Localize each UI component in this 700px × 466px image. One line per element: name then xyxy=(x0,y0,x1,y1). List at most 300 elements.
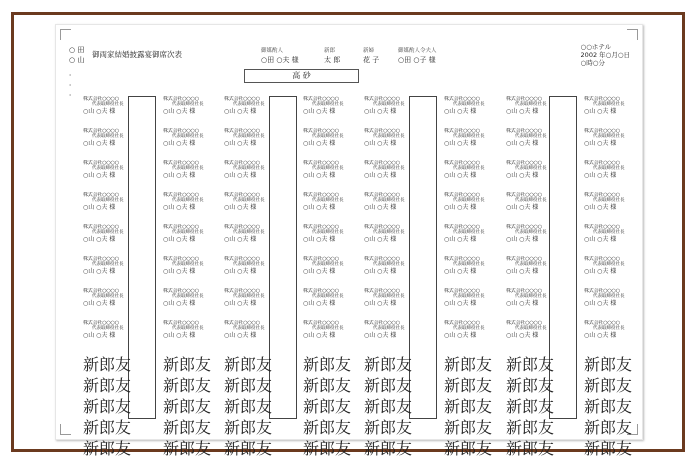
guest-entry xyxy=(83,224,141,256)
guest-entry xyxy=(224,436,282,457)
guest-entry xyxy=(163,96,221,128)
guest-title: 代表取締役社長 xyxy=(172,166,204,171)
guest-relation: 新郎友 xyxy=(163,355,212,373)
guest-company: 株式会社○○○○ xyxy=(303,160,339,166)
guest-company: 株式会社○○○○ xyxy=(506,256,542,262)
guest-company: 株式会社○○○○ xyxy=(364,192,400,198)
guest-entry xyxy=(303,415,361,436)
guest-entry xyxy=(224,192,282,224)
guest-entry xyxy=(163,256,221,288)
guest-company: 株式会社○○○○ xyxy=(224,288,260,294)
guest-company: 株式会社○○○○ xyxy=(303,96,339,102)
guest-title: 代表取締役社長 xyxy=(233,134,265,139)
guest-column xyxy=(163,96,221,457)
guest-entry xyxy=(163,320,221,352)
guest-title: 代表取締役社長 xyxy=(92,230,124,235)
guest-relation: 新郎友 xyxy=(584,439,633,457)
guest-title: 代表取締役社長 xyxy=(515,230,547,235)
guest-entry xyxy=(584,320,642,352)
guest-relation: 新郎友 xyxy=(224,355,273,373)
guest-company: 株式会社○○○○ xyxy=(444,256,480,262)
guest-relation: 新郎友 xyxy=(506,355,555,373)
guest-entry xyxy=(444,160,502,192)
crop-mark xyxy=(60,424,71,435)
guest-name: ○山 ○夫 様 xyxy=(83,268,116,275)
guest-name: ○山 ○夫 様 xyxy=(364,108,397,115)
guest-entry xyxy=(83,288,141,320)
guest-company: 株式会社○○○○ xyxy=(163,320,199,326)
guest-name: ○山 ○夫 様 xyxy=(364,140,397,147)
guest-title: 代表取締役社長 xyxy=(92,326,124,331)
guest-entry xyxy=(364,394,422,415)
guest-entry xyxy=(163,224,221,256)
guest-company: 株式会社○○○○ xyxy=(506,320,542,326)
guest-name: ○山 ○夫 様 xyxy=(83,108,116,115)
guest-name: ○山 ○夫 様 xyxy=(364,204,397,211)
guest-company: 株式会社○○○○ xyxy=(303,288,339,294)
guest-relation: 新郎友 xyxy=(584,355,633,373)
guest-entry xyxy=(303,320,361,352)
guest-name: ○山 ○夫 様 xyxy=(303,332,336,339)
guest-company: 株式会社○○○○ xyxy=(584,224,620,230)
seating-chart-page xyxy=(55,24,643,457)
guest-title: 代表取締役社長 xyxy=(312,134,344,139)
guest-relation: 新郎友 xyxy=(163,397,212,415)
guest-company: 株式会社○○○○ xyxy=(224,160,260,166)
guest-company: 株式会社○○○○ xyxy=(364,160,400,166)
guest-entry xyxy=(163,352,221,373)
guest-relation: 新郎友 xyxy=(224,397,273,415)
guest-entry xyxy=(584,436,642,457)
guest-name: ○山 ○夫 様 xyxy=(303,268,336,275)
guest-name: ○山 ○夫 様 xyxy=(83,172,116,179)
guest-entry xyxy=(163,288,221,320)
guest-name: ○山 ○夫 様 xyxy=(163,204,196,211)
guest-title: 代表取締役社長 xyxy=(593,262,625,267)
guest-company: 株式会社○○○○ xyxy=(444,160,480,166)
guest-name: ○山 ○夫 様 xyxy=(303,172,336,179)
crop-mark xyxy=(60,29,71,40)
guest-entry xyxy=(303,436,361,457)
guest-title: 代表取締役社長 xyxy=(453,326,485,331)
guest-entry xyxy=(584,256,642,288)
guest-company: 株式会社○○○○ xyxy=(303,128,339,134)
family-name-groom: ○ 田 xyxy=(69,46,85,54)
guest-entry xyxy=(364,128,422,160)
guest-entry xyxy=(303,128,361,160)
guest-company: 株式会社○○○○ xyxy=(303,192,339,198)
guest-title: 代表取締役社長 xyxy=(453,198,485,203)
guest-entry xyxy=(303,96,361,128)
guest-name: ○山 ○夫 様 xyxy=(506,204,539,211)
guest-entry xyxy=(364,320,422,352)
guest-name: ○山 ○夫 様 xyxy=(584,140,617,147)
guest-entry xyxy=(506,436,564,457)
guest-title: 代表取締役社長 xyxy=(593,134,625,139)
guest-entry xyxy=(224,128,282,160)
guest-name: ○山 ○夫 様 xyxy=(584,268,617,275)
guest-company: 株式会社○○○○ xyxy=(506,192,542,198)
guest-column xyxy=(584,96,642,457)
guest-entry xyxy=(584,352,642,373)
guest-company: 株式会社○○○○ xyxy=(506,160,542,166)
guest-company: 株式会社○○○○ xyxy=(224,224,260,230)
guest-company: 株式会社○○○○ xyxy=(83,320,119,326)
guest-entry xyxy=(506,415,564,436)
guest-relation: 新郎友 xyxy=(163,376,212,394)
guest-column xyxy=(444,96,502,457)
event-date: 2002 年○月○日 xyxy=(580,51,630,59)
guest-entry xyxy=(506,373,564,394)
hotel-name: ○○ホテル xyxy=(580,43,612,51)
guest-company: 株式会社○○○○ xyxy=(303,320,339,326)
guest-company: 株式会社○○○○ xyxy=(364,96,400,102)
guest-title: 代表取締役社長 xyxy=(593,294,625,299)
guest-relation: 新郎友 xyxy=(303,355,352,373)
guest-company: 株式会社○○○○ xyxy=(444,224,480,230)
guest-title: 代表取締役社長 xyxy=(593,166,625,171)
guest-company: 株式会社○○○○ xyxy=(444,320,480,326)
guest-entry xyxy=(83,436,141,457)
guest-entry xyxy=(444,373,502,394)
guest-entry xyxy=(364,436,422,457)
guest-company: 株式会社○○○○ xyxy=(83,288,119,294)
guest-entry xyxy=(224,256,282,288)
guest-company: 株式会社○○○○ xyxy=(224,320,260,326)
guest-title: 代表取締役社長 xyxy=(92,166,124,171)
guest-entry xyxy=(83,128,141,160)
guest-name: ○山 ○夫 様 xyxy=(444,268,477,275)
guest-relation: 新郎友 xyxy=(364,355,413,373)
guest-entry xyxy=(444,96,502,128)
guest-title: 代表取締役社長 xyxy=(312,326,344,331)
guest-entry xyxy=(584,192,642,224)
guest-title: 代表取締役社長 xyxy=(373,166,405,171)
guest-title: 代表取締役社長 xyxy=(373,326,405,331)
bride-label: 新婦 xyxy=(363,48,375,54)
guest-relation: 新郎友 xyxy=(83,355,132,373)
guest-entry xyxy=(444,224,502,256)
guest-company: 株式会社○○○○ xyxy=(444,96,480,102)
guest-company: 株式会社○○○○ xyxy=(584,288,620,294)
guest-entry xyxy=(303,288,361,320)
guest-title: 代表取締役社長 xyxy=(233,262,265,267)
guest-entry xyxy=(163,160,221,192)
matchmaker-block xyxy=(261,47,299,65)
guest-entry xyxy=(506,192,564,224)
page-title: 御両家結婚披露宴御席次表 xyxy=(92,50,182,59)
guest-title: 代表取締役社長 xyxy=(312,102,344,107)
guest-entry xyxy=(584,415,642,436)
guest-title: 代表取締役社長 xyxy=(593,230,625,235)
guest-column xyxy=(224,96,282,457)
guest-name: ○山 ○夫 様 xyxy=(444,172,477,179)
guest-title: 代表取締役社長 xyxy=(172,102,204,107)
guest-company: 株式会社○○○○ xyxy=(163,192,199,198)
guest-entry xyxy=(163,373,221,394)
guest-title: 代表取締役社長 xyxy=(172,198,204,203)
guest-company: 株式会社○○○○ xyxy=(584,320,620,326)
guest-entry xyxy=(444,256,502,288)
guest-name: ○山 ○夫 様 xyxy=(163,300,196,307)
event-time: ○時○分 xyxy=(580,59,605,67)
guest-entry xyxy=(506,256,564,288)
guest-name: ○山 ○夫 様 xyxy=(584,108,617,115)
guest-relation: 新郎友 xyxy=(303,439,352,457)
guest-entry xyxy=(506,128,564,160)
guest-name: ○山 ○夫 様 xyxy=(364,236,397,243)
guest-company: 株式会社○○○○ xyxy=(506,224,542,230)
guest-relation: 新郎友 xyxy=(83,418,132,436)
guest-entry xyxy=(83,320,141,352)
guest-title: 代表取締役社長 xyxy=(515,326,547,331)
guest-name: ○山 ○夫 様 xyxy=(506,332,539,339)
guest-entry xyxy=(224,320,282,352)
guest-relation: 新郎友 xyxy=(303,376,352,394)
guest-name: ○山 ○夫 様 xyxy=(224,300,257,307)
guest-relation: 新郎友 xyxy=(506,439,555,457)
guest-name: ○山 ○夫 様 xyxy=(224,332,257,339)
guest-entry xyxy=(364,96,422,128)
guest-relation: 新郎友 xyxy=(584,418,633,436)
guest-relation: 新郎友 xyxy=(506,418,555,436)
guest-title: 代表取締役社長 xyxy=(593,198,625,203)
guest-company: 株式会社○○○○ xyxy=(584,192,620,198)
guest-name: ○山 ○夫 様 xyxy=(83,140,116,147)
guest-company: 株式会社○○○○ xyxy=(303,256,339,262)
guest-company: 株式会社○○○○ xyxy=(444,288,480,294)
guest-company: 株式会社○○○○ xyxy=(163,128,199,134)
guest-relation: 新郎友 xyxy=(224,418,273,436)
guest-name: ○山 ○夫 様 xyxy=(163,332,196,339)
guest-entry xyxy=(224,224,282,256)
guest-name: ○山 ○夫 様 xyxy=(303,236,336,243)
guest-company: 株式会社○○○○ xyxy=(83,160,119,166)
guest-name: ○山 ○夫 様 xyxy=(506,300,539,307)
guest-name: ○山 ○夫 様 xyxy=(163,268,196,275)
guest-relation: 新郎友 xyxy=(364,376,413,394)
guest-company: 株式会社○○○○ xyxy=(224,96,260,102)
guest-title: 代表取締役社長 xyxy=(515,166,547,171)
guest-title: 代表取締役社長 xyxy=(312,198,344,203)
guest-entry xyxy=(584,128,642,160)
guest-entry xyxy=(364,415,422,436)
guest-entry xyxy=(584,394,642,415)
guest-entry xyxy=(444,436,502,457)
guest-title: 代表取締役社長 xyxy=(593,326,625,331)
guest-title: 代表取締役社長 xyxy=(92,198,124,203)
guest-title: 代表取締役社長 xyxy=(172,134,204,139)
guest-entry xyxy=(163,436,221,457)
guest-name: ○山 ○夫 様 xyxy=(364,268,397,275)
guest-name: ○山 ○夫 様 xyxy=(303,108,336,115)
guest-title: 代表取締役社長 xyxy=(453,294,485,299)
guest-name: ○山 ○夫 様 xyxy=(584,204,617,211)
guest-entry xyxy=(364,373,422,394)
guest-relation: 新郎友 xyxy=(303,418,352,436)
guest-relation: 新郎友 xyxy=(303,397,352,415)
guest-title: 代表取締役社長 xyxy=(172,326,204,331)
guest-company: 株式会社○○○○ xyxy=(506,128,542,134)
guest-name: ○山 ○夫 様 xyxy=(163,236,196,243)
guest-entry xyxy=(303,192,361,224)
guest-company: 株式会社○○○○ xyxy=(364,256,400,262)
guest-column xyxy=(364,96,422,457)
guest-title: 代表取締役社長 xyxy=(233,294,265,299)
guest-entry xyxy=(83,415,141,436)
guest-title: 代表取締役社長 xyxy=(92,134,124,139)
family-name-bride: ○ 山 xyxy=(69,56,85,64)
guest-title: 代表取締役社長 xyxy=(453,166,485,171)
guest-title: 代表取締役社長 xyxy=(233,230,265,235)
guest-name: ○山 ○夫 様 xyxy=(224,140,257,147)
guest-title: 代表取締役社長 xyxy=(233,326,265,331)
guest-entry xyxy=(506,394,564,415)
guest-title: 代表取締役社長 xyxy=(453,262,485,267)
guest-entry xyxy=(444,352,502,373)
guest-title: 代表取締役社長 xyxy=(172,294,204,299)
guest-name: ○山 ○夫 様 xyxy=(224,108,257,115)
guest-relation: 新郎友 xyxy=(506,376,555,394)
guest-relation: 新郎友 xyxy=(364,439,413,457)
guest-relation: 新郎友 xyxy=(584,376,633,394)
guest-title: 代表取締役社長 xyxy=(515,262,547,267)
guest-title: 代表取締役社長 xyxy=(312,262,344,267)
guest-name: ○山 ○夫 様 xyxy=(163,172,196,179)
guest-entry xyxy=(303,224,361,256)
guest-entry xyxy=(444,288,502,320)
guest-company: 株式会社○○○○ xyxy=(224,256,260,262)
guest-title: 代表取締役社長 xyxy=(453,134,485,139)
guest-entry xyxy=(163,415,221,436)
guest-company: 株式会社○○○○ xyxy=(584,160,620,166)
guest-entry xyxy=(506,96,564,128)
guest-title: 代表取締役社長 xyxy=(373,198,405,203)
guest-name: ○山 ○夫 様 xyxy=(364,332,397,339)
guest-relation: 新郎友 xyxy=(224,439,273,457)
guest-company: 株式会社○○○○ xyxy=(163,96,199,102)
guest-column xyxy=(506,96,564,457)
guest-name: ○山 ○夫 様 xyxy=(506,140,539,147)
officiant-label: 御媒酌人令夫人 xyxy=(398,48,437,54)
guest-title: 代表取締役社長 xyxy=(593,102,625,107)
guest-name: ○山 ○夫 様 xyxy=(224,236,257,243)
guest-relation: 新郎友 xyxy=(364,397,413,415)
guest-title: 代表取締役社長 xyxy=(373,230,405,235)
guest-entry xyxy=(163,128,221,160)
guest-name: ○山 ○夫 様 xyxy=(83,300,116,307)
guest-title: 代表取締役社長 xyxy=(373,102,405,107)
guest-entry xyxy=(303,256,361,288)
guest-entry xyxy=(364,352,422,373)
guest-company: 株式会社○○○○ xyxy=(224,128,260,134)
guest-entry xyxy=(584,288,642,320)
guest-company: 株式会社○○○○ xyxy=(163,256,199,262)
guest-entry xyxy=(444,394,502,415)
bride-name: 花 子 xyxy=(363,56,380,64)
guest-name: ○山 ○夫 様 xyxy=(364,300,397,307)
guest-relation: 新郎友 xyxy=(444,397,493,415)
guest-company: 株式会社○○○○ xyxy=(163,288,199,294)
guest-entry xyxy=(506,224,564,256)
officiant-name: ○田 ○子 様 xyxy=(398,56,436,64)
guest-relation: 新郎友 xyxy=(444,418,493,436)
guest-name: ○山 ○夫 様 xyxy=(224,172,257,179)
guest-name: ○山 ○夫 様 xyxy=(163,108,196,115)
guest-title: 代表取締役社長 xyxy=(312,230,344,235)
guest-entry xyxy=(83,256,141,288)
guest-company: 株式会社○○○○ xyxy=(444,128,480,134)
guest-relation: 新郎友 xyxy=(364,418,413,436)
guest-relation: 新郎友 xyxy=(83,397,132,415)
head-table: 高 砂 xyxy=(244,69,359,83)
guest-relation: 新郎友 xyxy=(163,439,212,457)
guest-entry xyxy=(224,394,282,415)
guest-entry xyxy=(506,160,564,192)
guest-title: 代表取締役社長 xyxy=(373,134,405,139)
guest-entry xyxy=(364,256,422,288)
guest-title: 代表取締役社長 xyxy=(453,230,485,235)
guest-column xyxy=(83,96,141,457)
guest-entry xyxy=(584,224,642,256)
guest-name: ○山 ○夫 様 xyxy=(163,140,196,147)
guest-company: 株式会社○○○○ xyxy=(83,256,119,262)
guest-entry xyxy=(584,96,642,128)
guest-entry xyxy=(224,160,282,192)
guest-title: 代表取締役社長 xyxy=(233,102,265,107)
guest-name: ○山 ○夫 様 xyxy=(83,204,116,211)
guest-entry xyxy=(364,288,422,320)
guest-name: ○山 ○夫 様 xyxy=(584,236,617,243)
guest-name: ○山 ○夫 様 xyxy=(444,140,477,147)
guest-company: 株式会社○○○○ xyxy=(83,224,119,230)
matchmaker-name: ○田 ○夫 様 xyxy=(261,56,299,64)
guest-company: 株式会社○○○○ xyxy=(584,128,620,134)
guest-company: 株式会社○○○○ xyxy=(224,192,260,198)
guest-relation: 新郎友 xyxy=(584,397,633,415)
guest-name: ○山 ○夫 様 xyxy=(444,108,477,115)
guest-entry xyxy=(83,352,141,373)
guest-entry xyxy=(303,373,361,394)
guest-company: 株式会社○○○○ xyxy=(303,224,339,230)
guest-title: 代表取締役社長 xyxy=(312,166,344,171)
guest-entry xyxy=(163,394,221,415)
guest-name: ○山 ○夫 様 xyxy=(584,172,617,179)
guest-entry xyxy=(506,352,564,373)
guest-company: 株式会社○○○○ xyxy=(506,288,542,294)
guest-name: ○山 ○夫 様 xyxy=(584,332,617,339)
guest-name: ○山 ○夫 様 xyxy=(506,268,539,275)
guest-entry xyxy=(444,192,502,224)
guest-title: 代表取締役社長 xyxy=(515,198,547,203)
guest-relation: 新郎友 xyxy=(224,376,273,394)
guest-company: 株式会社○○○○ xyxy=(83,128,119,134)
guest-entry xyxy=(303,352,361,373)
guest-relation: 新郎友 xyxy=(163,418,212,436)
guest-entry xyxy=(364,224,422,256)
guest-company: 株式会社○○○○ xyxy=(83,96,119,102)
guest-title: 代表取締役社長 xyxy=(172,230,204,235)
guest-name: ○山 ○夫 様 xyxy=(506,236,539,243)
guest-entry xyxy=(444,415,502,436)
guest-name: ○山 ○夫 様 xyxy=(506,108,539,115)
guest-title: 代表取締役社長 xyxy=(312,294,344,299)
guest-title: 代表取締役社長 xyxy=(92,294,124,299)
guest-company: 株式会社○○○○ xyxy=(163,224,199,230)
guest-title: 代表取締役社長 xyxy=(515,102,547,107)
guest-name: ○山 ○夫 様 xyxy=(506,172,539,179)
guest-title: 代表取締役社長 xyxy=(515,134,547,139)
